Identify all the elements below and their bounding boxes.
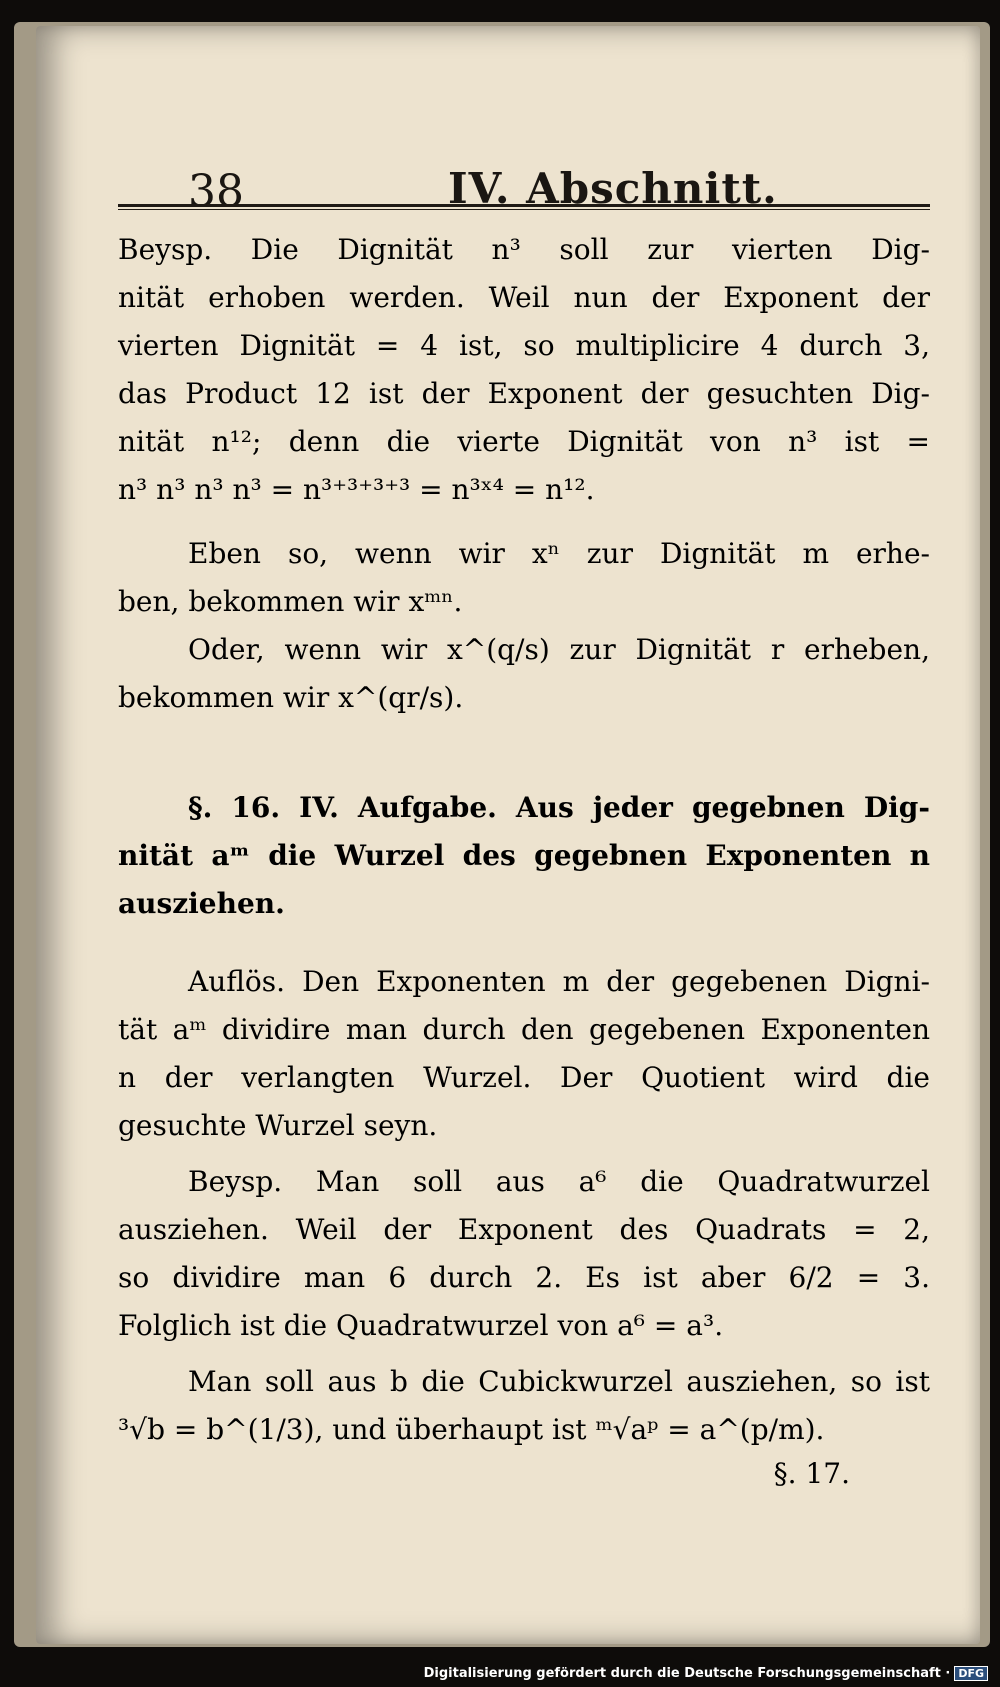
text-line: gesuchte Wurzel seyn. — [118, 1109, 438, 1142]
paragraph-aufgabe — [118, 784, 930, 928]
text-line: Man soll aus b die Cubickwurzel ausziehen, so ist — [188, 1365, 930, 1398]
text-line: Eben so, wenn wir xⁿ zur Dignität m erhe- — [188, 537, 930, 570]
text-line: Beysp. Man soll aus a⁶ die Quadratwurzel — [188, 1165, 930, 1198]
paragraph-example-dignity — [118, 226, 930, 514]
text-line: Folglich ist die Quadratwurzel von a⁶ = a³. — [118, 1309, 724, 1342]
running-head: IV. Abschnitt. — [448, 164, 778, 213]
text-line: n der verlangten Wurzel. Der Quotient wird die — [118, 1061, 930, 1094]
paragraph-aufloesung — [118, 958, 930, 1150]
text-line: nität erhoben werden. Weil nun der Exponent der — [118, 281, 930, 314]
paragraph-oder — [118, 626, 930, 722]
text-line: §. 16. IV. Aufgabe. Aus jeder gegebnen Dig- — [188, 791, 930, 824]
text-line: nität aᵐ die Wurzel des gegebnen Exponenten n — [118, 839, 930, 872]
text-line: bekommen wir x^(qr/s). — [118, 681, 464, 714]
paragraph-eben-so — [118, 530, 930, 626]
text-line: ³√b = b^(1/3), und überhaupt ist ᵐ√aᵖ = a^(p/m). — [118, 1413, 825, 1446]
digitization-credit — [424, 1666, 988, 1681]
text-line: Beysp. Die Dignität n³ soll zur vierten Dig- — [118, 233, 930, 266]
text-line: tät aᵐ dividire man durch den gegebenen Exponenten — [118, 1013, 930, 1046]
text-line: ausziehen. Weil der Exponent des Quadrats = 2, — [118, 1213, 930, 1246]
page-header — [148, 156, 964, 226]
dfg-logo: DFG — [954, 1666, 988, 1681]
paragraph-cube-root — [118, 1358, 930, 1454]
text-line: so dividire man 6 durch 2. Es ist aber 6/2 = 3. — [118, 1261, 930, 1294]
text-line: ausziehen. — [118, 887, 285, 920]
text-line: n³ n³ n³ n³ = n³⁺³⁺³⁺³ = n³ˣ⁴ = n¹². — [118, 473, 595, 506]
text-line: ben, bekommen wir xᵐⁿ. — [118, 585, 463, 618]
text-line: Auflös. Den Exponenten m der gegebenen Digni- — [188, 965, 930, 998]
catchword: §. 17. — [773, 1457, 850, 1490]
text-line: vierten Dignität = 4 ist, so multiplicire 4 durch 3, — [118, 329, 930, 362]
paragraph-example-square-root — [118, 1158, 930, 1350]
page-number: 38 — [188, 166, 244, 217]
catchword-block — [118, 1450, 930, 1498]
credit-text: Digitalisierung gefördert durch die Deutsche Forschungsgemeinschaft · — [423, 1666, 951, 1681]
text-line: Oder, wenn wir x^(q/s) zur Dignität r erheben, — [188, 633, 930, 666]
text-line: nität n¹²; denn die vierte Dignität von n³ ist = — [118, 425, 930, 458]
header-rule — [118, 204, 930, 210]
text-line: das Product 12 ist der Exponent der gesuchten Dig- — [118, 377, 930, 410]
